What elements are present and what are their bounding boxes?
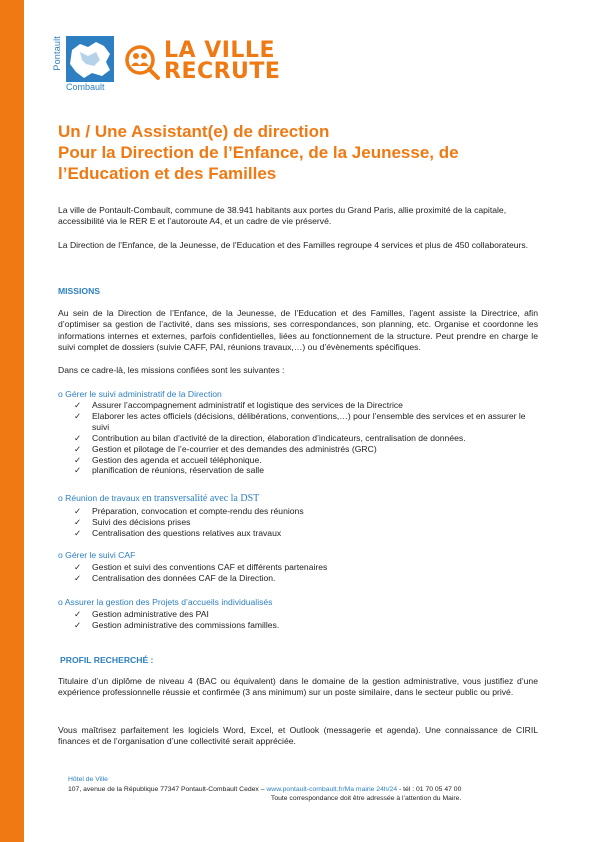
list-item-text: Gestion administrative des commissions familles. bbox=[92, 619, 280, 630]
list-item-text: Centralisation des questions relatives aux travaux bbox=[92, 527, 282, 538]
check-icon: ✓ bbox=[74, 562, 82, 572]
list-item-text: Suivi des décisions prises bbox=[92, 516, 191, 527]
orange-side-bar bbox=[0, 0, 24, 842]
profil-paragraph-2: Vous maîtrisez parfaitement les logiciels Word, Excel, et Outlook (messagerie et agenda). Une connaissance de CIRIL finances et de l’organisation d’une collectivité serait appréciée. bbox=[58, 725, 538, 747]
list-item-text: Contribution au bilan d’activité de la direction, élaboration d’indicateurs, centralisation de données. bbox=[92, 432, 466, 443]
list-item-text: Assurer l’accompagnement administratif et logistique des services de la Directrice bbox=[92, 400, 403, 410]
group-title-text: o Assurer la gestion des Projets d’accueils individualisés bbox=[58, 597, 273, 607]
list-item-text: Gestion et suivi des conventions CAF et différents partenaires bbox=[92, 562, 328, 572]
mission-list bbox=[74, 400, 540, 476]
mission-list bbox=[74, 506, 540, 539]
footer-note: Toute correspondance doit être adressée à l’attention du Maire. bbox=[270, 795, 462, 803]
profil-paragraph-1: Titulaire d’un diplôme de niveau 4 (BAC ou équivalent) dans le domaine de la gestion administrative, vous justifiez d’une expérience professionnelle réussie et confirmée (3 ans minimum) sur un poste similaire, dans le secteur public ou privé. bbox=[58, 676, 538, 698]
list-item bbox=[74, 411, 540, 433]
check-icon: ✓ bbox=[74, 516, 82, 527]
intro-paragraph-2: La Direction de l’Enfance, de la Jeunesse, de l’Education et des Familles regroupe 4 services et plus de 450 collaborateurs. bbox=[58, 240, 529, 250]
list-item-text: Elaborer les actes officiels (décisions, délibérations, conventions,…) pour l’ensemble des services et en assurer le suivi bbox=[92, 410, 526, 432]
list-item bbox=[74, 528, 540, 539]
group-title-text: o Réunion de travaux bbox=[58, 493, 143, 503]
list-item-text: planification de réunions, réservation de salle bbox=[92, 465, 264, 476]
list-item-text: Préparation, convocation et compte-rendu des réunions bbox=[92, 506, 304, 516]
list-item bbox=[74, 506, 540, 517]
check-icon: ✓ bbox=[74, 619, 82, 630]
list-item-text: Centralisation des données CAF de la Direction. bbox=[92, 572, 276, 583]
missions-intro-line: Dans ce cadre-là, les missions confiées sont les suivantes : bbox=[58, 365, 285, 375]
mission-group-title bbox=[58, 493, 259, 504]
footer-hotel-de-ville: Hôtel de Ville bbox=[68, 776, 108, 783]
logo-pontault-text: Pontault bbox=[52, 36, 62, 71]
mission-group-title bbox=[58, 550, 135, 560]
list-item-text: Gestion des agenda et accueil téléphonique. bbox=[92, 454, 262, 465]
list-item bbox=[74, 517, 540, 528]
mission-list bbox=[74, 562, 540, 584]
logo-combault-text: Combault bbox=[66, 82, 105, 92]
check-icon: ✓ bbox=[74, 432, 82, 443]
list-item bbox=[74, 609, 540, 620]
check-icon: ✓ bbox=[74, 410, 82, 421]
list-item-text: Gestion administrative des PAI bbox=[92, 609, 209, 619]
list-item bbox=[74, 465, 540, 476]
la-ville-recrute-logo bbox=[164, 40, 280, 82]
logo-line-1: LA VILLE bbox=[164, 38, 275, 63]
profil-heading: PROFIL RECHERCHÉ : bbox=[60, 655, 154, 665]
group-title-text-serif: en transversalité avec la DST bbox=[142, 493, 260, 504]
job-title bbox=[58, 121, 528, 184]
check-icon: ✓ bbox=[74, 527, 82, 538]
check-icon: ✓ bbox=[74, 465, 82, 476]
mission-list bbox=[74, 609, 540, 631]
check-icon: ✓ bbox=[74, 400, 82, 410]
city-map-icon bbox=[66, 36, 114, 82]
title-line-1: Un / Une Assistant(e) de direction bbox=[58, 122, 330, 141]
mission-group-title bbox=[58, 389, 222, 399]
title-line-3: l’Education et des Familles bbox=[58, 164, 277, 183]
footer-website-link[interactable]: www.pontault-combault.fr/Ma mairie 24h/24 bbox=[266, 785, 398, 793]
magnifier-people-icon bbox=[124, 44, 160, 80]
list-item-text: Gestion et pilotage de l’e-courrier et des demandes des administrés (GRC) bbox=[92, 443, 377, 454]
list-item bbox=[74, 562, 540, 573]
footer bbox=[68, 775, 461, 804]
check-icon: ✓ bbox=[74, 572, 82, 583]
title-line-2: Pour la Direction de l’Enfance, de la Jeunesse, de bbox=[58, 143, 459, 162]
list-item bbox=[74, 573, 540, 584]
check-icon: ✓ bbox=[74, 506, 82, 516]
list-item bbox=[74, 620, 540, 631]
footer-address: 107, avenue de la République 77347 Pontault-Combault Cedex – bbox=[68, 785, 267, 793]
missions-heading: MISSIONS bbox=[58, 286, 101, 296]
intro-paragraph-1: La ville de Pontault-Combault, commune de 38.941 habitants aux portes du Grand Paris, allie proximité de la capitale, accessibilité via le RER E et l’autoroute A4, et un cadre de vie préservé. bbox=[58, 205, 507, 227]
group-title-text: o Gérer le suivi administratif de la Direction bbox=[58, 389, 222, 399]
check-icon: ✓ bbox=[74, 454, 82, 465]
check-icon: ✓ bbox=[74, 609, 82, 619]
list-item bbox=[74, 455, 540, 466]
logo-line-2: RECRUTE bbox=[164, 59, 281, 84]
mission-group-title bbox=[58, 597, 272, 607]
footer-address-line bbox=[68, 785, 461, 795]
list-item bbox=[74, 433, 540, 444]
missions-paragraph: Au sein de la Direction de l’Enfance, de la Jeunesse, de l’Education et des Familles, l’agent assiste la Directrice, afin d’optimiser sa gestion de l’activité, dans ses missions, ses correspondances, son planning, etc. Organise et coordonne les informations internes et externes, parfois confidentielles, liées au fonctionnement de la structure. Peut prendre en charge le suivi complet de dossiers (suivie CAFF, PAI, réunions travaux,…) ou d’évènements spécifiques. bbox=[58, 308, 538, 353]
footer-phone: - tél : 01 70 05 47 00 bbox=[397, 785, 462, 793]
group-title-text: o Gérer le suivi CAF bbox=[58, 550, 136, 560]
list-item bbox=[74, 444, 540, 455]
list-item bbox=[74, 400, 540, 411]
check-icon: ✓ bbox=[74, 443, 82, 454]
